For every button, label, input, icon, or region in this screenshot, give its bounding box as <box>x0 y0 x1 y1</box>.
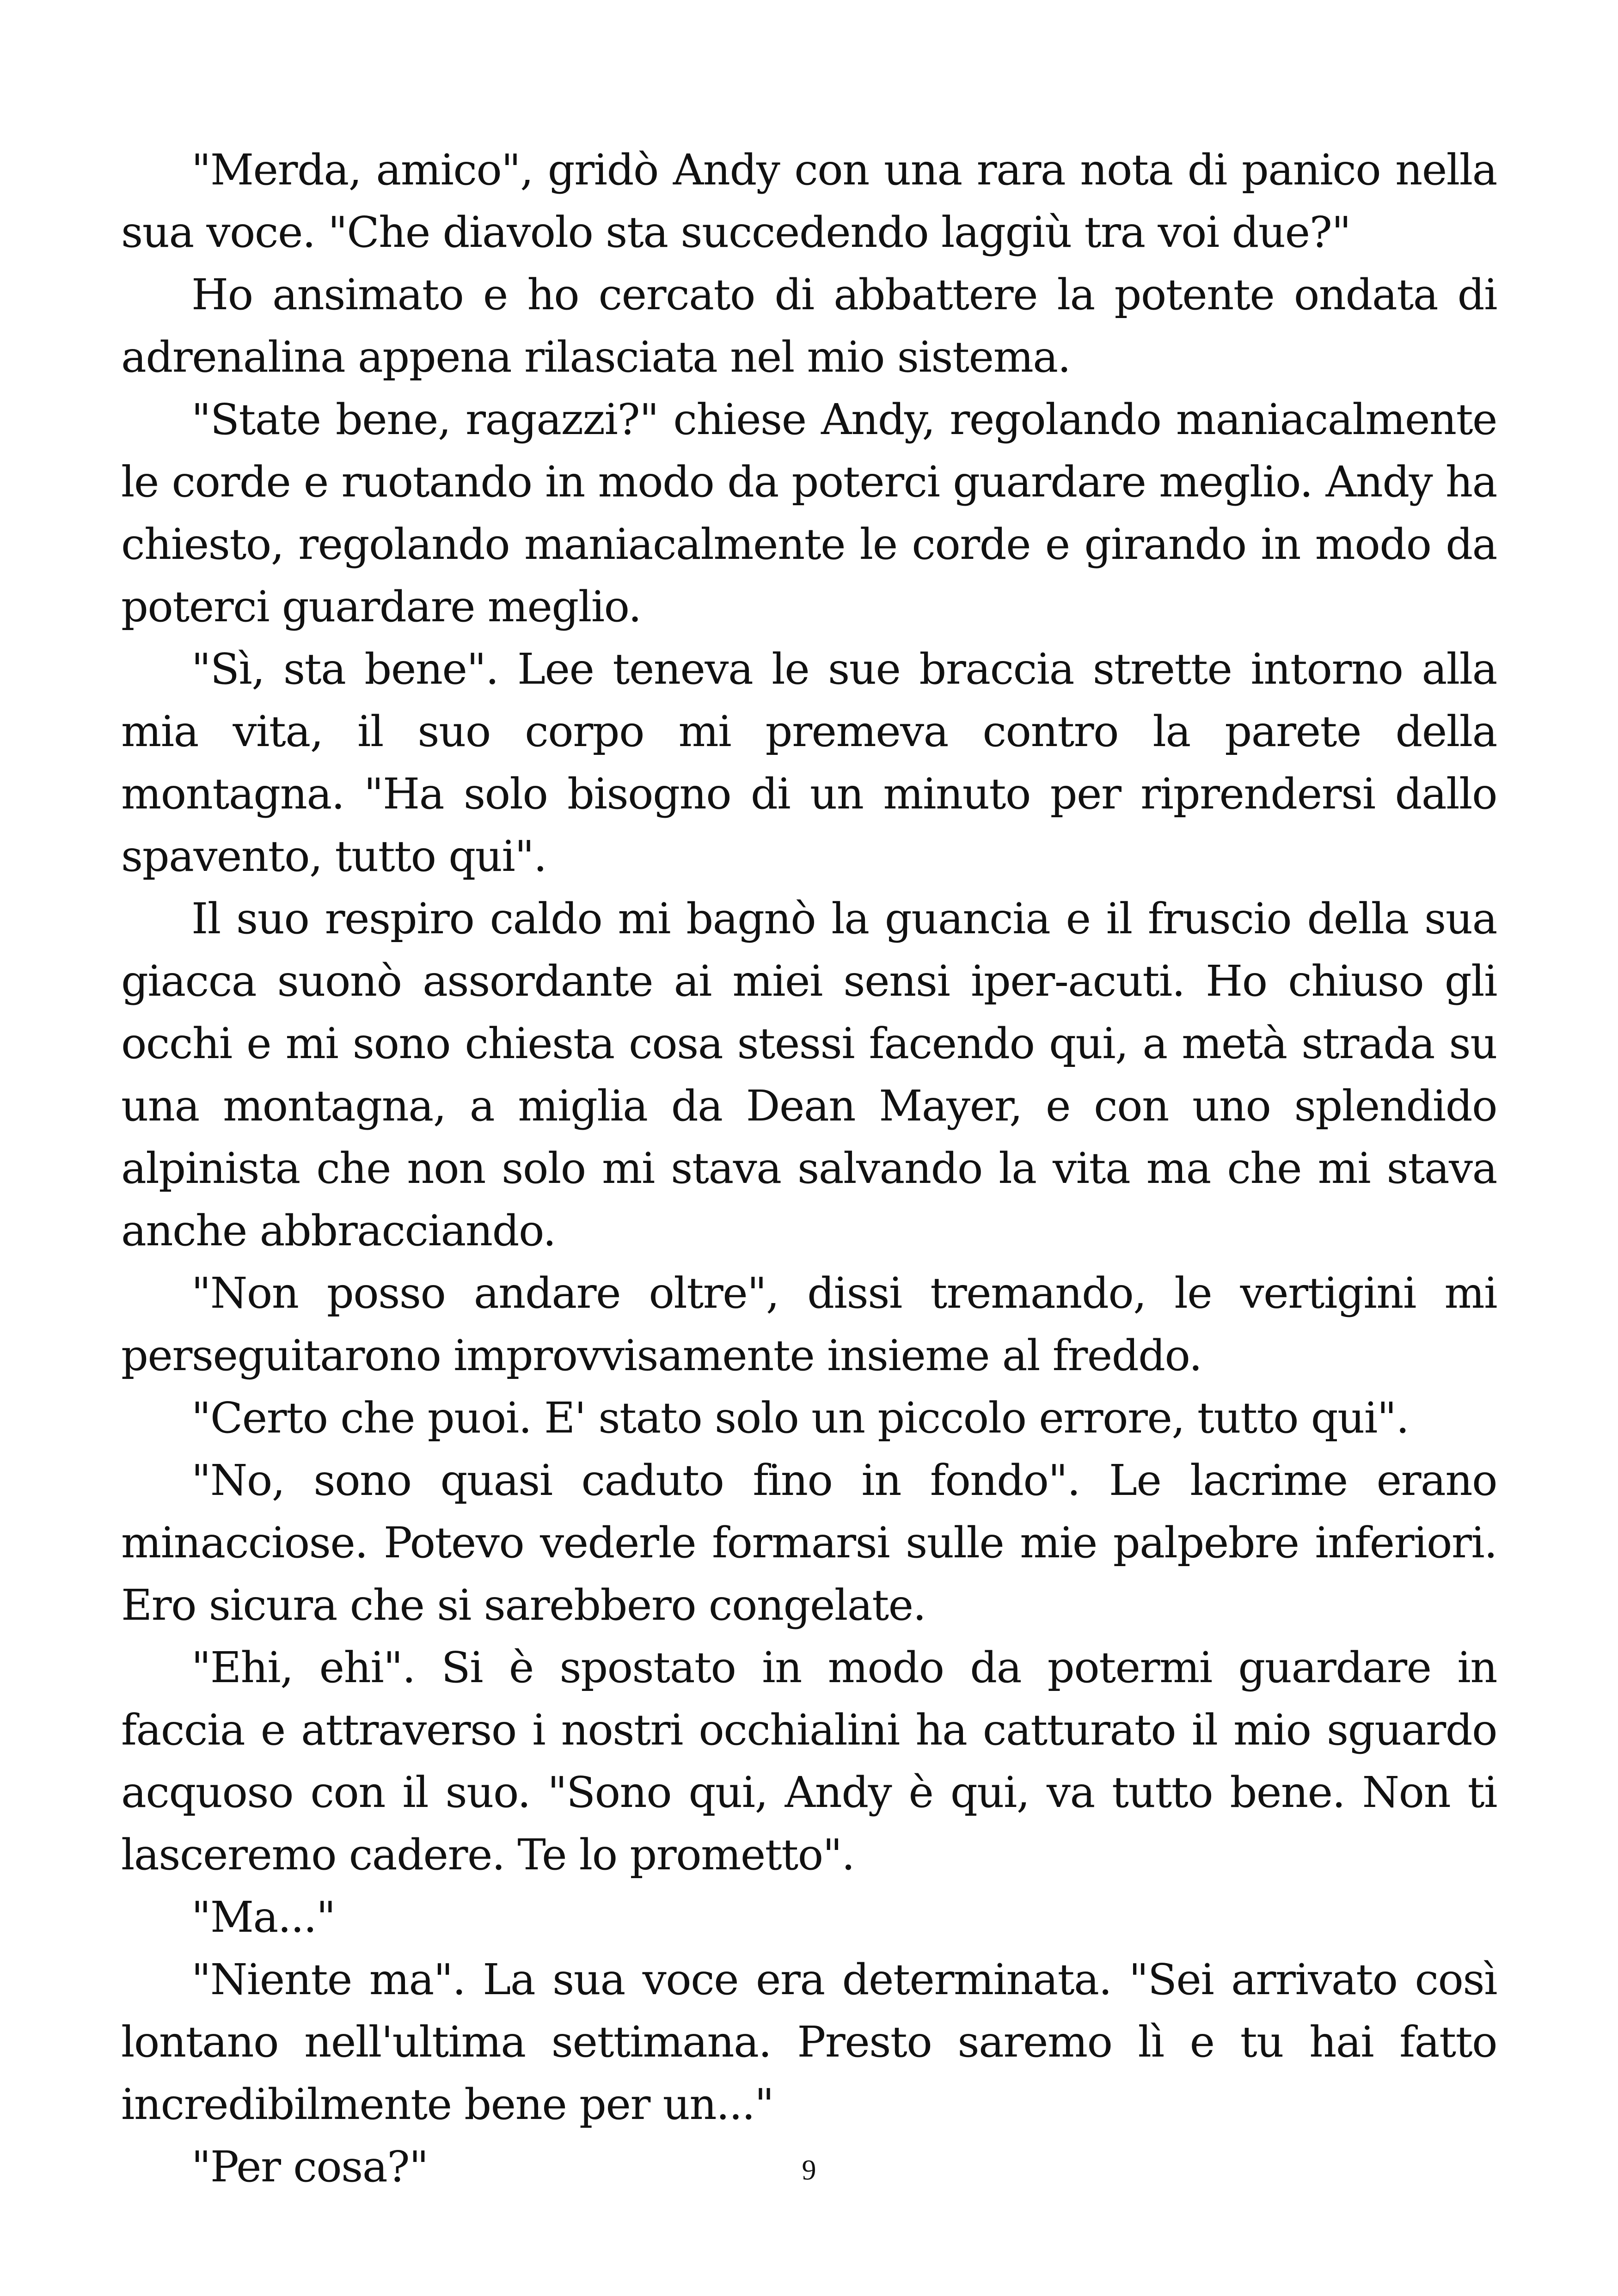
paragraph: Il suo respiro caldo mi bagnò la guancia e il fruscio della sua giacca suonò assordante ai miei sensi iper-acuti. Ho chiuso gli occhi e mi sono chiesta cosa stessi facendo qui, a metà strada su una montagna, a miglia da Dean Mayer, e con uno splendido alpinista che non solo mi stava salvando la vita ma che mi stava anche abbracciando. <box>121 894 1497 1255</box>
paragraph: "Per cosa?" <box>191 2142 428 2192</box>
paragraph: "Certo che puoi. E' stato solo un piccolo errore, tutto qui". <box>191 1393 1409 1443</box>
page-number: 9 <box>802 2155 816 2186</box>
paragraph: "Sì, sta bene". Lee teneva le sue braccia strette intorno alla mia vita, il suo corpo mi premeva contro la parete della montagna. "Ha solo bisogno di un minuto per riprendersi dallo spavento, tutto qui". <box>121 644 1497 881</box>
paragraph: "No, sono quasi caduto fino in fondo". Le lacrime erano minacciose. Potevo vederle formarsi sulle mie palpebre inferiori. Ero sicura che si sarebbero congelate. <box>121 1456 1497 1630</box>
paragraph: Ho ansimato e ho cercato di abbattere la potente ondata di adrenalina appena rilasciata nel mio sistema. <box>121 270 1497 382</box>
paragraph: "Merda, amico", gridò Andy con una rara nota di panico nella sua voce. "Che diavolo sta succedendo laggiù tra voi due?" <box>121 145 1497 257</box>
body-text <box>121 139 1497 2198</box>
paragraph: "Ma..." <box>191 1892 335 1942</box>
paragraph: "Niente ma". La sua voce era determinata. "Sei arrivato così lontano nell'ultima settimana. Presto saremo lì e tu hai fatto incredibilmente bene per un..." <box>121 1955 1497 2129</box>
paragraph: "Non posso andare oltre", dissi tremando, le vertigini mi perseguitarono improvvisamente insieme al freddo. <box>121 1268 1497 1380</box>
paragraph: "State bene, ragazzi?" chiese Andy, regolando maniacalmente le corde e ruotando in modo da poterci guardare meglio. Andy ha chiesto, regolando maniacalmente le corde e girando in modo da poterci guardare meglio. <box>121 395 1497 631</box>
paragraph: "Ehi, ehi". Si è spostato in modo da potermi guardare in faccia e attraverso i nostri occhialini ha catturato il mio sguardo acquoso con il suo. "Sono qui, Andy è qui, va tutto bene. Non ti lasceremo cadere. Te lo prometto". <box>121 1643 1497 1880</box>
